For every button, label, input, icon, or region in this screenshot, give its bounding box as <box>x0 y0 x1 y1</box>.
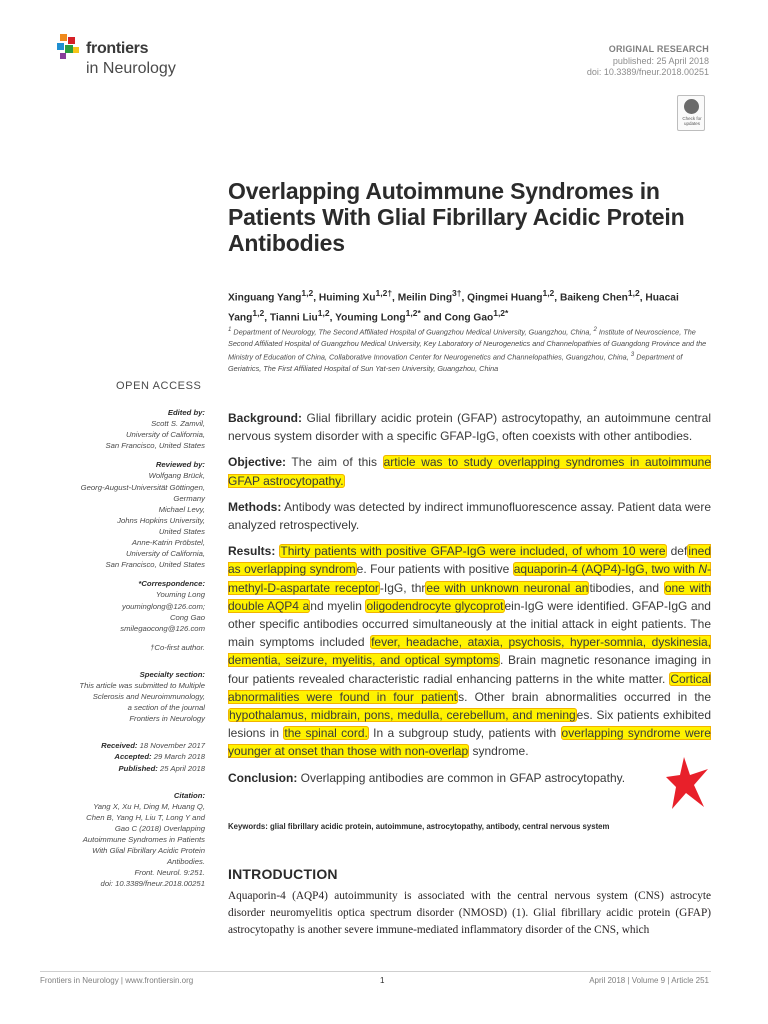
correspondence-line: Youming Long <box>155 590 205 600</box>
annotation-star-icon <box>666 755 710 811</box>
brand-name: frontiers <box>86 40 149 57</box>
open-access-label: OPEN ACCESS <box>116 380 202 392</box>
citation-label: Citation: <box>173 790 205 800</box>
reviewer-line: Germany <box>173 493 205 503</box>
footer-divider <box>40 971 711 972</box>
received-date: Received: 18 November 2017 <box>101 741 205 751</box>
highlight: Cortical abnormalities were found in four patient <box>228 671 711 704</box>
check-updates-label: Check for updates <box>682 116 702 126</box>
specialty-line: Frontiers in Neurology <box>129 714 205 724</box>
reviewer-line: Michael Levy, <box>158 504 205 514</box>
abstract-background: Background: Glial fibrillary acidic protein (GFAP) astrocytopathy, an autoimmune central nervous system disorder with a specific GFAP-IgG, often coexists with other antibodies. <box>228 411 711 444</box>
citation-line: Chen B, Yang H, Liu T, Long Y and <box>86 812 205 822</box>
reviewer-line: Wolfgang Brück, <box>148 471 205 481</box>
page-number: 1 <box>380 976 385 985</box>
highlight: article was to study overlapping syndromes in autoimmune GFAP astrocytopathy. <box>228 455 712 488</box>
abstract-results: Results: Thirty patients with positive GFAP-IgG were included, of whom 10 were defined as overlapping syndrome. Four patients with positive aquaporin-4 (AQP4)-IgG, two with N-methyl-D-aspartate receptor-IgG, three with unknown neuronal antibodies, and one with double AQP4 and myelin oligodendrocyte glycoprotein-IgG were identified. GFAP-IgG and other specific antibodies occurred simultaneously at the initial attack in eight patients. The main symptoms included fever, headache, ataxia, psychosis, hyper-somnia, dyskinesia, dementia, seizure, myelitis, and optical symptoms. Brain magnetic resonance imaging in four patients revealed characteristic radial enhancing patterns in the white matter. Cortical abnormalities were found in four patients. Other brain abnormalities occurred in the hypothalamus, midbrain, pons, medulla, cerebellum, and meninges. Six patients exhibited lesions in the spinal cord. In a subgroup study, patients with overlapping syndrome were younger at onset than those with non-overlap syndrome. <box>228 544 712 759</box>
citation-line: Front. Neurol. 9:251. <box>134 868 205 878</box>
cofirst-note: †Co-first author. <box>150 642 205 652</box>
intro-paragraph: Aquaporin-4 (AQP4) autoimmunity is associated with the central nervous system (CNS) astrocyte disorder neuromyelitis optica spectrum disorder (NMOSD) (1). Glial fibrillary acidic protein (GFAP) astrocytopathy is another severe immune-mediated inflammatory disorder of the CNS, which <box>228 890 711 936</box>
highlight: aquaporin-4 (AQP4)-IgG, two with N-methyl-D-aspartate receptor <box>228 562 712 595</box>
highlight: the spinal cord. <box>284 726 368 741</box>
reviewer-line: Georg-August-Universität Göttingen, <box>80 482 205 492</box>
reviewer-line: San Francisco, United States <box>105 560 205 570</box>
footer-journal-link[interactable]: Frontiers in Neurology | www.frontiersin.org <box>40 976 194 985</box>
specialty-line: This article was submitted to Multiple <box>79 680 205 690</box>
citation-line: Gao C (2018) Overlapping <box>114 823 205 833</box>
correspondence-email[interactable]: youminglong@126.com; <box>121 601 205 611</box>
published-date-sidebar: Published: 25 April 2018 <box>118 763 205 773</box>
author-list: Xinguang Yang$^{1,2}$, Huiming $Xu^{1,2\dagger}$, Meilin Ding$^{3\dagger}$, Qingmei Huang$^{1,2}$, Baikeng Chen$^{1,2}$, Huacai Yang$^{1,2}$, Tianni Liu$^{1,2}$, Youming Long$^{1,2*}$ and Cong Gao$^{1,2*}$ <box>228 288 679 324</box>
journal-name: in Neurology <box>86 60 176 77</box>
editor-line: Scott S. Zamvil, <box>151 419 205 429</box>
citation-line: Antibodies. <box>166 857 205 867</box>
highlight: overlapping syndrome were younger at onset than those with non-overlap <box>228 726 711 759</box>
specialty-line: Sclerosis and Neuroimmunology, <box>92 692 205 702</box>
check-updates-icon <box>684 99 699 114</box>
highlight: fever, headache, ataxia, psychosis, hyper-somnia, dyskinesia, dementia, seizure, myelitis, and optical symptoms <box>228 635 712 668</box>
frontiers-logo-icon <box>57 34 81 62</box>
editor-line: University of California, <box>125 430 205 440</box>
highlight: hypothalamus, midbrain, pons, medulla, cerebellum, and mening <box>229 708 576 723</box>
reviewed-by-label: Reviewed by: <box>155 460 205 470</box>
abstract-conclusion: Conclusion: Overlapping antibodies are common in GFAP astrocytopathy. <box>228 770 626 785</box>
highlight: oligodendrocyte glycoprot <box>366 598 504 613</box>
article-type: ORIGINAL RESEARCH <box>608 44 709 54</box>
citation-line: Yang X, Xu H, Ding M, Huang Q, <box>93 801 205 811</box>
citation-line: With Glial Fibrillary Acidic Protein <box>92 846 205 856</box>
correspondence-email[interactable]: smilegaocong@126.com <box>120 623 205 633</box>
section-heading: INTRODUCTION <box>228 866 338 882</box>
citation-line: Autoimmune Syndromes in Patients <box>82 835 205 844</box>
specialty-line: a section of the journal <box>127 703 205 713</box>
published-date: published: 25 April 2018 <box>612 56 709 66</box>
article-title: Overlapping Autoimmune Syndromes in Patients With Glial Fibrillary Acidic Protein Antibodies <box>228 178 685 256</box>
citation-doi[interactable]: doi: 10.3389/fneur.2018.00251 <box>100 879 205 889</box>
highlight: one with double AQP4 a <box>228 580 711 613</box>
highlight: ee with unknown neuronal an <box>426 580 589 595</box>
highlight: Thirty patients with positive GFAP-IgG were included, of whom 10 were <box>280 544 666 559</box>
highlight: ined as overlapping syndrom <box>228 544 711 577</box>
abstract <box>228 409 711 795</box>
abstract-methods: Methods: Antibody was detected by indirect immunofluorescence assay. Patient data were analyzed retrospectively. <box>228 499 711 533</box>
check-for-updates-badge[interactable] <box>677 95 705 131</box>
reviewer-line: University of California, <box>125 549 205 559</box>
editor-line: San Francisco, United States <box>105 441 205 451</box>
specialty-label: Specialty section: <box>139 669 205 679</box>
doi-link[interactable]: doi: 10.3389/fneur.2018.00251 <box>586 67 709 77</box>
edited-by-label: Edited by: <box>167 408 205 417</box>
correspondence-label: *Correspondence: <box>138 579 205 589</box>
affiliations: $^1$ Department of Neurology, The Second Affiliated Hospital of Guangzhou Medical University, Guangzhou, China, $^2$ Institute of Neuroscience, The Second Affiliated Hospital of Guangzhou Medical University, Key Laboratory of Neurogenetics and Channelopathies of Guangdong Province and the Ministry of Education of China, Collaborative Innovation Center for Neurogenetics and Channelopathies, Guangzhou, China, $^3$ Department of Geriatrics, The First Affiliated Hospital of Sun Yat-sen University, Guangzhou, China <box>228 326 707 373</box>
article-sidebar <box>40 407 205 889</box>
reviewer-line: United States <box>158 526 205 536</box>
correspondence-line: Cong Gao <box>169 612 205 622</box>
keywords: Keywords: glial fibrillary acidic protein, autoimmune, astrocytopathy, antibody, central nervous system <box>228 822 610 831</box>
reviewer-line: Johns Hopkins University, <box>117 515 205 525</box>
footer-issue-info: April 2018 | Volume 9 | Article 251 <box>589 976 709 985</box>
reviewer-line: Anne-Katrin Pröbstel, <box>131 538 205 548</box>
abstract-objective: Objective: The aim of this article was to study overlapping syndromes in autoimmune GFAP astrocytopathy. <box>228 455 712 488</box>
accepted-date: Accepted: 29 March 2018 <box>114 752 205 762</box>
